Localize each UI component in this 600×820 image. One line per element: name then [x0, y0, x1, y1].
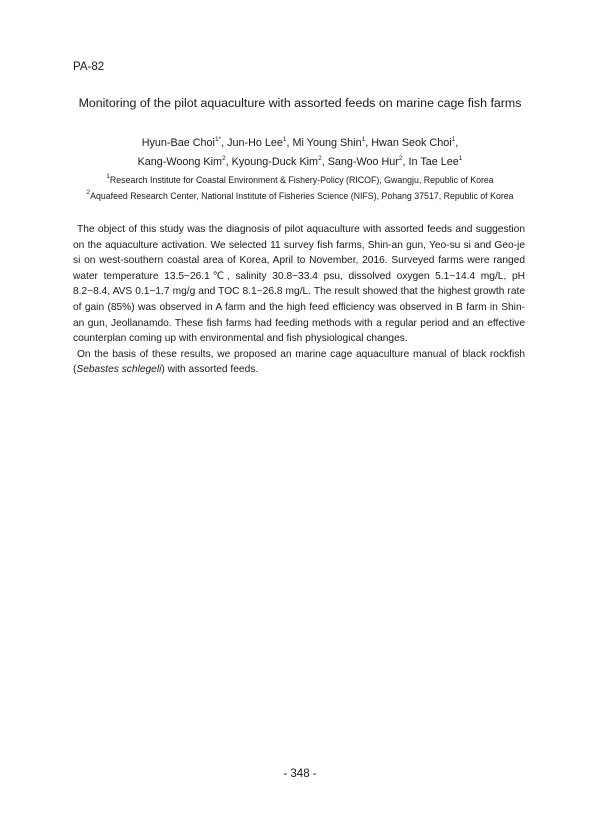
species-name: Sebastes schlegeli — [76, 364, 162, 376]
author-name: Hyun-Bae Choi — [141, 137, 215, 149]
abstract-code: PA-82 — [73, 61, 105, 73]
author-line-2: Kang-Woong Kim$^2$, Kyoung-Duck Kim$^2$, Sang-Woo Hur$^2$, In Tae Lee$^1$ — [137, 155, 463, 168]
affiliation-1 — [40, 172, 560, 188]
affiliation-mark: 1 — [106, 173, 110, 180]
affiliation-text: Research Institute for Coastal Environment & Fishery-Policy (RICOF), Gwangju, Republic of Korea — [109, 175, 494, 185]
affiliation-text: Aquafeed Research Center, National Institute of Fisheries Science (NIFS), Pohang 37517, Republic of Korea — [90, 191, 514, 201]
author-affiliation-mark: 2 — [222, 155, 226, 162]
affiliation-2 — [40, 188, 560, 204]
author-name: Sang-Woo Hur — [327, 156, 399, 168]
affiliation-mark: 2 — [86, 189, 91, 196]
author-affiliation-mark: 1 — [451, 136, 456, 143]
author-name: Hwan Seok Choi — [371, 137, 452, 149]
author-affiliation-mark: 2 — [318, 155, 322, 162]
affiliation-list — [40, 172, 560, 204]
page-number: - 348 - — [283, 768, 317, 780]
paragraph-text: ) with assorted feeds. — [161, 364, 259, 376]
author-affiliation-mark: 1 — [361, 136, 366, 143]
author-name: Mi Young Shin — [292, 137, 362, 149]
author-affiliation-mark: 2 — [398, 155, 403, 162]
author-name: In Tae Lee — [408, 156, 459, 168]
author-line-1: Hyun-Bae Choi$^{1*}$, Jun-Ho Lee$^1$, Mi Young Shin$^1$, Hwan Seok Choi$^1$, — [141, 136, 459, 149]
author-list — [40, 134, 560, 172]
author-name: Jun-Ho Lee — [227, 137, 283, 149]
abstract-paragraph-1: The object of this study was the diagnosis of pilot aquaculture with assorted feeds and suggestion on the aquaculture activation. We selected 11 survey fish farms, Shin-an gun, Yeo-su si and Geo-je si on west-southern coastal area of Korea, April to November, 2016. Surveyed farms were ranged water temperature 13.5~26.1℃, salinity 30.8~33.4 psu, dissolved oxygen 5.1~14.4 mg/L, pH 8.2~8.4, AVS 0.1~1.7 mg/g and TOC 8.1~26.8 mg/L. The result showed that the highest growth rate of gain (85%) was observed in A farm and the high feed efficiency was observed in B farm in Shin-an gun, Jeollanamdo. These fish farms had feeding methods with a regular period and an effective counterplan coming up with environmental and fish physiological changes. — [73, 224, 525, 345]
abstract-body — [73, 222, 525, 378]
abstract-paragraph-2 — [73, 347, 525, 378]
author-affiliation-mark: 1 — [458, 155, 463, 162]
author-affiliation-mark: 1 — [282, 136, 287, 143]
author-affiliation-mark: 1* — [214, 136, 222, 143]
paragraph-text: On the basis of these results, we proposed an marine cage aquaculture manual of black rockfish ( — [73, 348, 525, 376]
author-name: Kang-Woong Kim — [137, 156, 223, 168]
author-name: Kyoung-Duck Kim — [231, 156, 319, 168]
paper-title: Monitoring of the pilot aquaculture with assorted feeds on marine cage fish farms — [78, 96, 522, 110]
